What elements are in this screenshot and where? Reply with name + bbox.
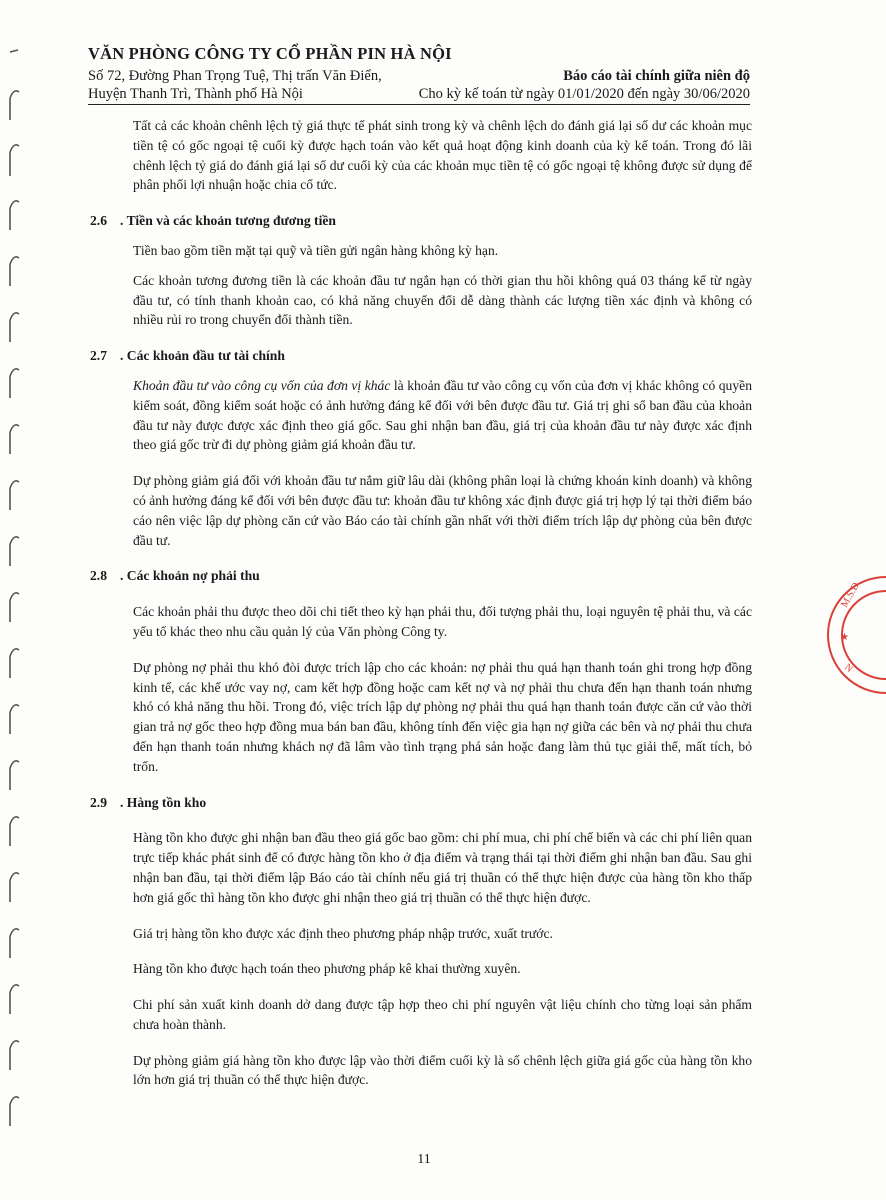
paragraph-text: là khoản đầu tư vào công cụ vốn của đơn vị khác không có quyền kiểm soát, đồng kiểm soát hoặc có ảnh hưởng đáng kể đối với bên được đầu tư. Giá trị ghi sổ ban đầu của khoản đầu tư này được được xác định theo giá gốc. Sau ghi nhận ban đầu, giá trị của khoản đầu tư này được xác định theo giá gốc trừ đi dự phòng giảm giá khoản đầu tư.	[133, 377, 752, 453]
report-heading	[419, 67, 750, 103]
section-2-8-paragraph-1: Các khoản phải thu được theo dõi chi tiết theo kỳ hạn phải thu, đối tượng phải thu, loại nguyên tệ phải thu, và các yếu tố khác theo nhu cầu quản lý của Văn phòng Công ty.	[133, 604, 752, 639]
company-stamp	[824, 560, 886, 710]
section-2-6-paragraph-2: Các khoản tương đương tiền là các khoản đầu tư ngắn hạn có thời gian thu hồi không quá 03 tháng kể từ ngày đầu tư, có tính thanh khoản cao, có khả năng chuyển đổi dễ dàng thành các lượng tiền xác định và không có nhiều rủi ro trong chuyển đổi thành tiền.	[133, 272, 752, 328]
section-2-9-heading	[90, 793, 752, 813]
section-title: . Các khoản đầu tư tài chính	[120, 346, 285, 366]
section-2-7-paragraph-2: Dự phòng giảm giá đối với khoản đầu tư nắm giữ lâu dài (không phân loại là chứng khoán kinh doanh) và không có ảnh hưởng đáng kể đối với bên được đầu tư: khoản đầu tư không xác định được giá trị hợp lý tại thời điểm báo cáo nên việc lập dự phòng căn cứ vào Báo cáo tài chính gần nhất với thời điểm trích lập dự phòng của bên được đầu tư.	[133, 473, 752, 548]
section-number: 2.9	[90, 794, 107, 810]
svg-text:★: ★	[840, 632, 849, 643]
section-2-8-heading	[90, 566, 752, 586]
section-2-9-paragraph-5: Dự phòng giảm giá hàng tồn kho được lập vào thời điểm cuối kỳ là số chênh lệch giữa giá gốc của hàng tồn kho lớn hơn giá trị thuần có thể thực hiện được.	[133, 1052, 752, 1088]
company-address	[88, 67, 382, 103]
italic-term: Khoản đầu tư vào công cụ vốn của đơn vị khác	[133, 377, 391, 393]
section-number: 2.7	[90, 348, 107, 364]
page-number: 11	[417, 1152, 431, 1167]
company-name: VĂN PHÒNG CÔNG TY CỔ PHẦN PIN HÀ NỘI	[88, 44, 452, 63]
section-number: 2.6	[90, 213, 107, 229]
svg-text:N: N	[842, 661, 855, 675]
section-2-9-paragraph-4: Chi phí sản xuất kinh doanh dở dang được tập hợp theo chi phí nguyên vật liệu chính cho từng loại sản phẩm chưa hoàn thành.	[133, 997, 752, 1032]
address-line-1: Số 72, Đường Phan Trọng Tuệ, Thị trấn Văn Điển,	[88, 68, 382, 84]
intro-paragraph: Tất cả các khoản chênh lệch tỷ giá thực tế phát sinh trong kỳ và chênh lệch do đánh giá lại số dư các khoản mục tiền tệ có gốc ngoại tệ cuối kỳ được hạch toán vào kết quả hoạt động kinh doanh của kỳ kế toán. Trong đó lãi chênh lệch tỷ giá do đánh giá lại số dư cuối kỳ của các khoản mục tiền tệ có gốc ngoại tệ không được sử dụng để phân phối lợi nhuận hoặc chia cổ tức.	[133, 118, 752, 193]
section-2-7-paragraph-1	[133, 376, 752, 455]
document-body	[90, 116, 752, 1090]
section-title: . Các khoản nợ phải thu	[120, 566, 260, 586]
section-2-9-paragraph-2: Giá trị hàng tồn kho được xác định theo phương pháp nhập trước, xuất trước.	[133, 925, 553, 941]
section-title: . Tiền và các khoản tương đương tiền	[120, 211, 336, 231]
report-period: Cho kỳ kế toán từ ngày 01/01/2020 đến ngày 30/06/2020	[418, 86, 750, 102]
section-2-7-heading	[90, 346, 752, 366]
section-2-8-paragraph-2: Dự phòng nợ phải thu khó đòi được trích lập cho các khoản: nợ phải thu quá hạn thanh toán ghi trong hợp đồng kinh tế, các khế ước vay nợ, cam kết hợp đồng hoặc cam kết nợ và nợ phải thu chưa đến hạn thanh toán nhưng khó có khả năng thu hồi. Trong đó, việc trích lập dự phòng nợ phải thu quá hạn thanh toán được căn cứ vào thời gian trả nợ gốc theo hợp đồng mua bán ban đầu, không tính đến việc gia hạn nợ giữa các bên và nợ phải thu chưa đến hạn thanh toán nhưng khách nợ đã lâm vào tình trạng phá sản hoặc đang làm thủ tục giải thể, mất tích, bỏ trốn.	[133, 659, 752, 774]
section-2-9-paragraph-3: Hàng tồn kho được hạch toán theo phương pháp kê khai thường xuyên.	[133, 961, 521, 977]
section-title: . Hàng tồn kho	[120, 793, 206, 813]
section-2-9-paragraph-1: Hàng tồn kho được ghi nhận ban đầu theo giá gốc bao gồm: chi phí mua, chi phí chế biến và các chi phí liên quan trực tiếp khác phát sinh để có được hàng tồn kho ở địa điểm và trạng thái tại thời điểm ghi nhận ban đầu. Sau ghi nhận ban đầu, tại thời điểm lập Báo cáo tài chính nếu giá trị thuần có thể thực hiện được của hàng tồn kho thấp hơn giá gốc thì hàng tồn kho được ghi nhận theo giá trị thuần có thể thực hiện được.	[133, 830, 752, 905]
binding-holes	[4, 40, 24, 1160]
report-title: Báo cáo tài chính giữa niên độ	[563, 68, 750, 84]
svg-text:M.S.D.: M.S.D.	[839, 578, 864, 610]
address-line-2: Huyện Thanh Trì, Thành phố Hà Nội	[88, 86, 303, 102]
section-number: 2.8	[90, 568, 107, 584]
header-divider	[88, 104, 750, 105]
section-2-6-paragraph-1: Tiền bao gồm tiền mặt tại quỹ và tiền gửi ngân hàng không kỳ hạn.	[133, 242, 499, 258]
section-2-6-heading	[90, 211, 752, 231]
